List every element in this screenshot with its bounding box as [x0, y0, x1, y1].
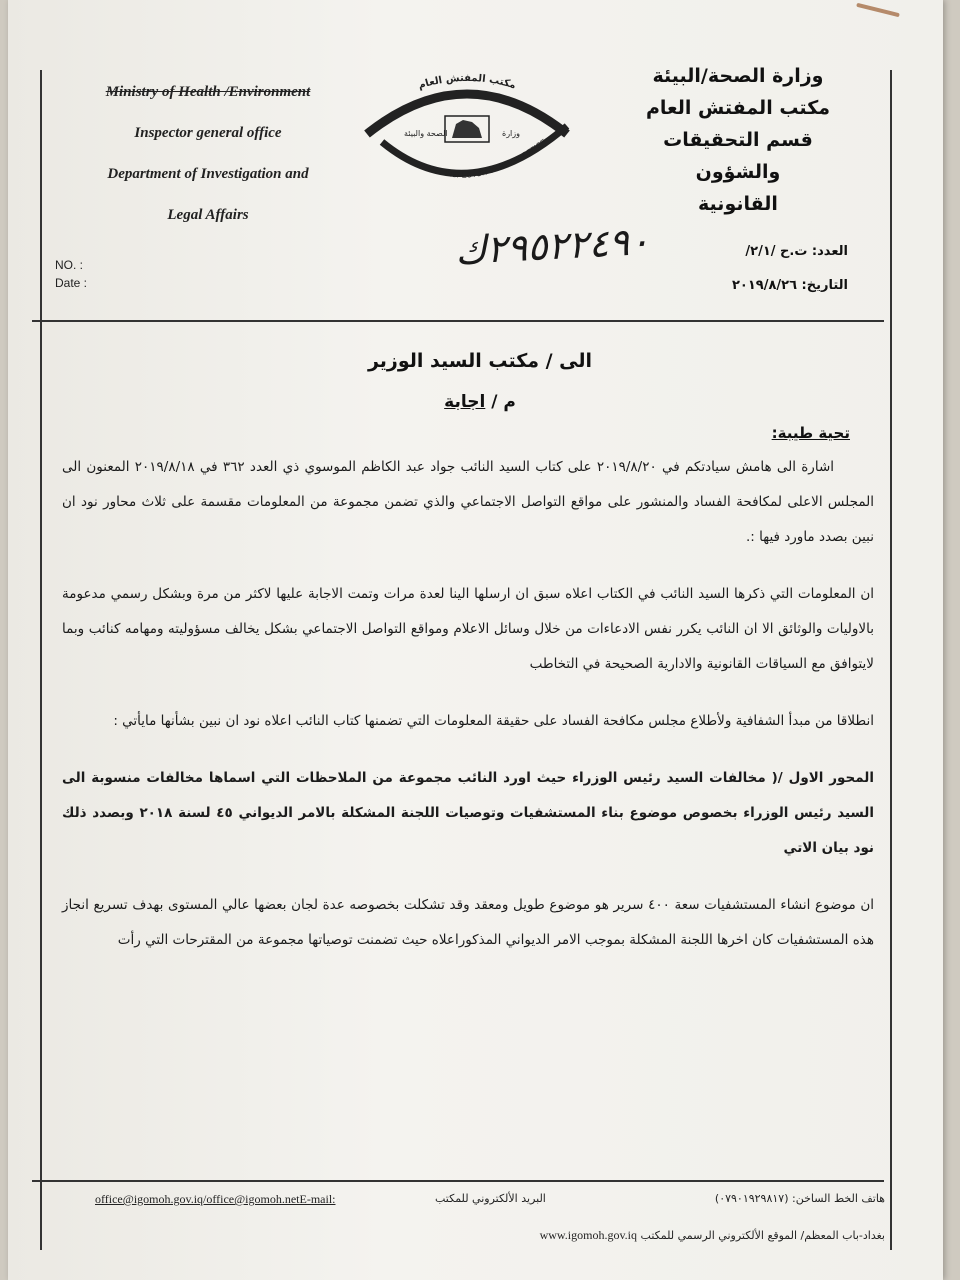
footer-address-row [320, 1228, 885, 1248]
ministry-name-ar: وزارة الصحة/البيئة [652, 65, 824, 87]
department-name-ar: قسم التحقيقات والشؤون [663, 129, 813, 183]
logo-right-text: وزارة [502, 129, 521, 138]
inspector-general-logo [352, 64, 582, 194]
body-paragraph-5: ان موضوع انشاء المستشفيات سعة ٤٠٠ سرير هو موضوع طويل ومعقد وقد تشكلت بخصوصه عدة لجان بعضها عالي المستوى بهدف تسريع انجاز هذه المستشفيات كان اخرها اللجنة المشكلة بموجب الامر الديواني المذكوراعلاه حيث تضمنت توصياتها مجموعة من المقترحات التي رأت [62, 897, 874, 948]
footer-contact-row [95, 1192, 885, 1212]
arabic-letterhead [628, 60, 848, 220]
handwritten-number: ٢٩٥٢٢٤٩٠ك [453, 218, 651, 274]
map-icon [452, 120, 482, 138]
subject-line [0, 392, 960, 412]
body-paragraph-2: ان المعلومات التي ذكرها السيد النائب في الكتاب اعلاه سبق ان ارسلها الينا لعدة مرات وتمت الاجابة عليها لاكثر من مرة وبشكل رسمي مدعومة بالاوليات والوثائق الا ان النائب يكرر نفس الادعاءات من خلال وسائل الاعلام ومواقع التواصل الاجتماعي بشكل يخالف مسؤوليته ومهامه كنائب وبما لايتوافق مع السياقات القانونية والادارية الصحيحة في التخاطب [62, 586, 874, 672]
department-name-ar-cont: القانونية [698, 193, 778, 215]
letter-body [62, 450, 874, 980]
footer-email-label: البريد الألكتروني للمكتب [435, 1192, 546, 1205]
footer-email[interactable]: office@igomoh.gov.iq/office@igomoh.netE-mail: [95, 1192, 336, 1206]
footer-phone: هاتف الخط الساخن: (٠٧٩٠١٩٢٩٨١٧) [714, 1192, 885, 1205]
footer-website[interactable]: www.igomoh.gov.iq [539, 1228, 638, 1242]
body-paragraph-4: المحور الاول /( مخالفات السيد رئيس الوزراء حيث اورد النائب مجموعة من الملاحظات التي اسماها مخالفات منسوبة الى السيد رئيس الوزراء بخصوص موضوع بناء المستشفيات وتوصيات اللجنة المشكلة بالامر الديواني ٤٥ لسنة ٢٠١٨ وبصدد ذلك نود بيان الاتي [62, 770, 874, 856]
office-name-en: Inspector general office [134, 125, 282, 141]
body-paragraph-1: اشارة الى هامش سيادتكم في ٢٠١٩/٨/٢٠ على كتاب السيد النائب جواد عبد الكاظم الموسوي ذي العدد ٣٦٢ في ٢٠١٩/٨/١٨ المعنون الى المجلس الاعلى لمكافحة الفساد والمنشور على مواقع التواصل الاجتماعي والذي تضمن مجموعة من المعلومات مقسمة على ثلاث محاور نود ان نبين بصدد ماورد فيها :. [62, 459, 874, 545]
no-label: NO. : [55, 258, 84, 272]
date-label: Date : [55, 276, 88, 290]
english-letterhead [58, 84, 358, 248]
logo-arc-bottom-text: INSPECTOR GENERAL OFFICE [443, 137, 548, 180]
svg-text:مكتب المفتش العام [417, 73, 517, 92]
department-name-en: Department of Investigation and [107, 166, 309, 182]
ministry-name-en: Ministry of Health /Environment [105, 84, 311, 100]
office-name-ar: مكتب المفتش العام [645, 97, 831, 119]
department-name-en-cont: Legal Affairs [167, 207, 249, 223]
greeting: تحية طيبة: [771, 424, 850, 442]
body-paragraph-3: انطلاقا من مبدأ الشفافية ولأطلاع مجلس مكافحة الفساد على حقيقة المعلومات التي تضمنها كتاب النائب اعلاه نود ان نبين بشأنها مايأتي : [113, 713, 874, 729]
reference-number-ar: العدد: ت.ح /٢/١/ [745, 244, 848, 259]
reference-date-ar: التاريخ: ٢٠١٩/٨/٢٦ [731, 278, 848, 293]
svg-text:INSPECTOR GENERAL OFFICE [444, 137, 548, 180]
footer-website-label: بغداد-باب المعظم/ الموقع الألكتروني الرسمي للمكتب [640, 1229, 885, 1242]
recipient-line: الى / مكتب السيد الوزير [367, 350, 593, 372]
footer-divider [32, 1180, 884, 1182]
subject-prefix: م / [491, 392, 516, 412]
subject-text: اجابة [444, 392, 486, 412]
logo-left-text: الصحة والبيئة [404, 129, 448, 138]
header-divider [32, 320, 884, 322]
ref-labels-en [55, 256, 87, 292]
logo-arc-top-text: مكتب المفتش العام [416, 72, 518, 92]
staple-mark [856, 3, 900, 18]
